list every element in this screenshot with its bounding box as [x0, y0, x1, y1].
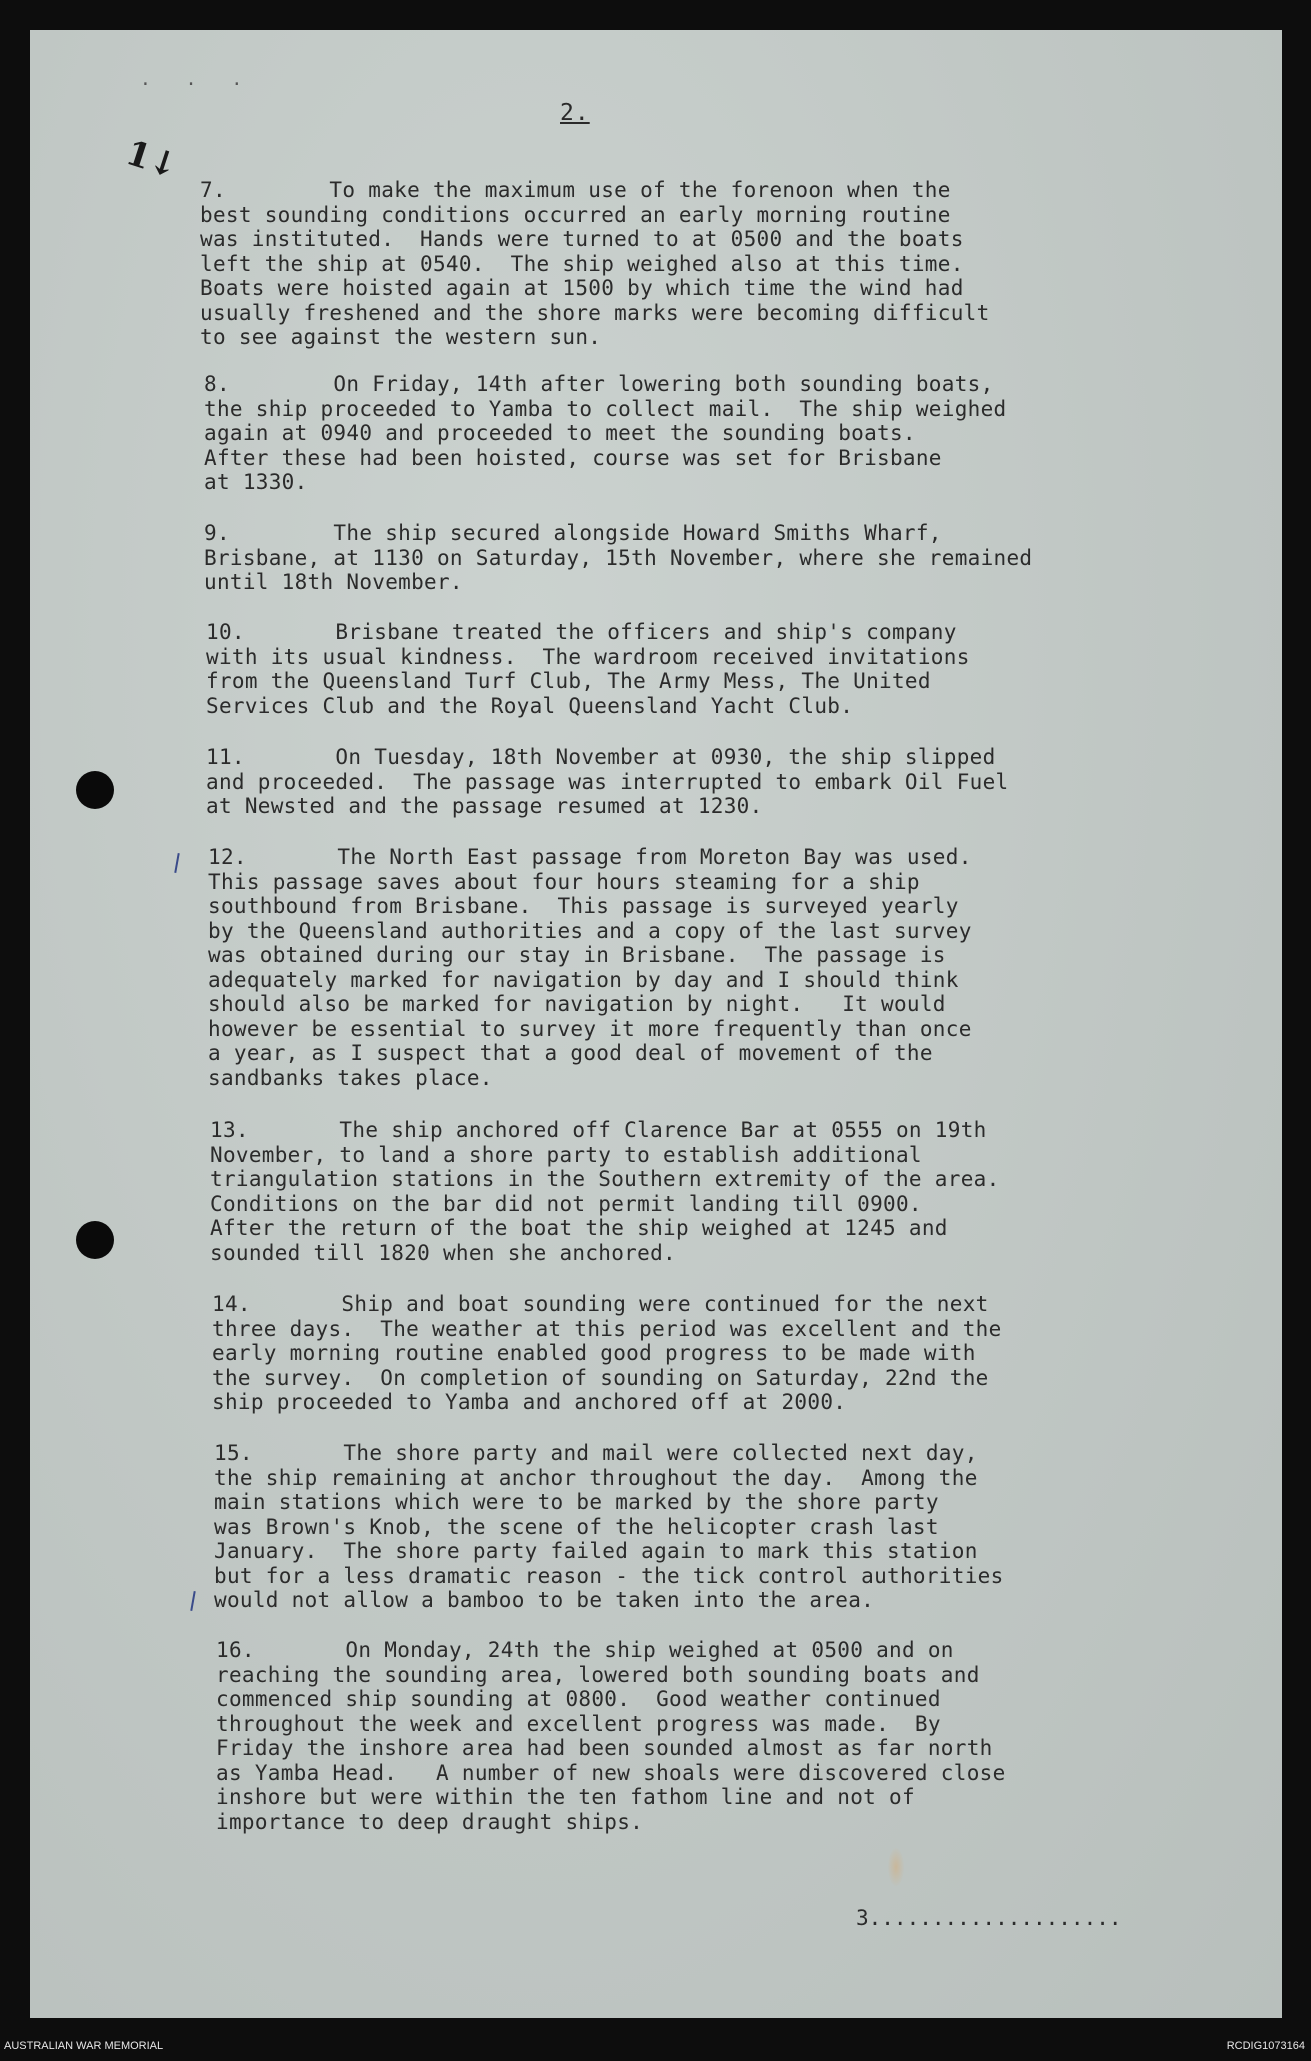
paragraph-16: 16. On Monday, 24th the ship weighed at 0500 and on reaching the sounding area, lowered both sounding boats and commenced ship sounding at 0800. Good weather continued throughout the week and excellent progress was made. By Friday the inshore area had been sounded almost as far north as Yamba Head. A number of new shoals were discovered close inshore but were within the ten fathom line and not of importance to deep draught ships. — [216, 1638, 1006, 1834]
punch-hole-lower — [76, 1221, 114, 1259]
margin-mark: 1↓ — [121, 132, 184, 188]
margin-tick-mark — [190, 1591, 195, 1611]
paragraph-15: 15. The shore party and mail were collected next day, the ship remaining at anchor throughout the day. Among the main stations which were to be marked by the shore party was Brown's Knob, the scene of the helicopter crash last January. The shore party failed again to mark this station but for a less dramatic reason - the tick control authorities would not allow a bamboo to be taken into the area. — [214, 1441, 1004, 1612]
paragraph-7: 7. To make the maximum use of the forenoon when the best sounding conditions occurred an early morning routine was instituted. Hands were turned to at 0500 and the boats left the ship at 0540. The ship weighed also at this time. Boats were hoisted again at 1500 by which time the wind had usually freshened and the shore marks were becoming difficult to see against the western sun. — [200, 178, 990, 349]
paragraph-14: 14. Ship and boat sounding were continued for the next three days. The weather at this period was excellent and the early morning routine enabled good progress to be made with the survey. On completion of sounding on Saturday, 22nd the ship proceeded to Yamba and anchored off at 2000. — [212, 1292, 1002, 1414]
document-page — [30, 30, 1282, 2018]
paragraph-9: 9. The ship secured alongside Howard Smiths Wharf, Brisbane, at 1130 on Saturday, 15th November, where she remained until 18th November. — [204, 521, 1033, 594]
paragraph-12: 12. The North East passage from Moreton Bay was used. This passage saves about four hours steaming for a ship southbound from Brisbane. This passage is surveyed yearly by the Queensland authorities and a copy of the last survey was obtained during our stay in Brisbane. The passage is adequately marked for navigation by day and I should think should also be marked for navigation by night. It would however be essential to survey it more frequently than once a year, as I suspect that a good deal of movement of the sandbanks takes place. — [208, 845, 972, 1090]
paragraph-10: 10. Brisbane treated the officers and ship's company with its usual kindness. The wardroom received invitations from the Queensland Turf Club, The Army Mess, The United Services Club and the Royal Queensland Yacht Club. — [206, 620, 970, 718]
paragraph-11: 11. On Tuesday, 18th November at 0930, the ship slipped and proceeded. The passage was interrupted to embark Oil Fuel at Newsted and the passage resumed at 1230. — [206, 745, 1009, 818]
paragraph-8: 8. On Friday, 14th after lowering both sounding boats, the ship proceeded to Yamba to collect mail. The ship weighed again at 0940 and proceeded to meet the sounding boats. After these had been hoisted, course was set for Brisbane at 1330. — [204, 372, 1007, 494]
footer-archive-label: AUSTRALIAN WAR MEMORIAL — [4, 2040, 164, 2052]
paper-stain — [888, 1848, 904, 1886]
continuation-marker: 3.................... — [856, 1906, 1122, 1930]
page-number: 2. — [560, 100, 590, 126]
punch-hole-upper — [76, 771, 114, 809]
paper-speckles: · · · — [140, 74, 255, 95]
footer-reference-id: RCDIG1073164 — [1226, 2040, 1305, 2052]
margin-tick-mark — [174, 853, 179, 873]
paragraph-13: 13. The ship anchored off Clarence Bar at 0555 on 19th November, to land a shore party to establish additional triangulation stations in the Southern extremity of the area. Conditions on the bar did not permit landing till 0900. After the return of the boat the ship weighed at 1245 and sounded till 1820 when she anchored. — [210, 1118, 1000, 1265]
